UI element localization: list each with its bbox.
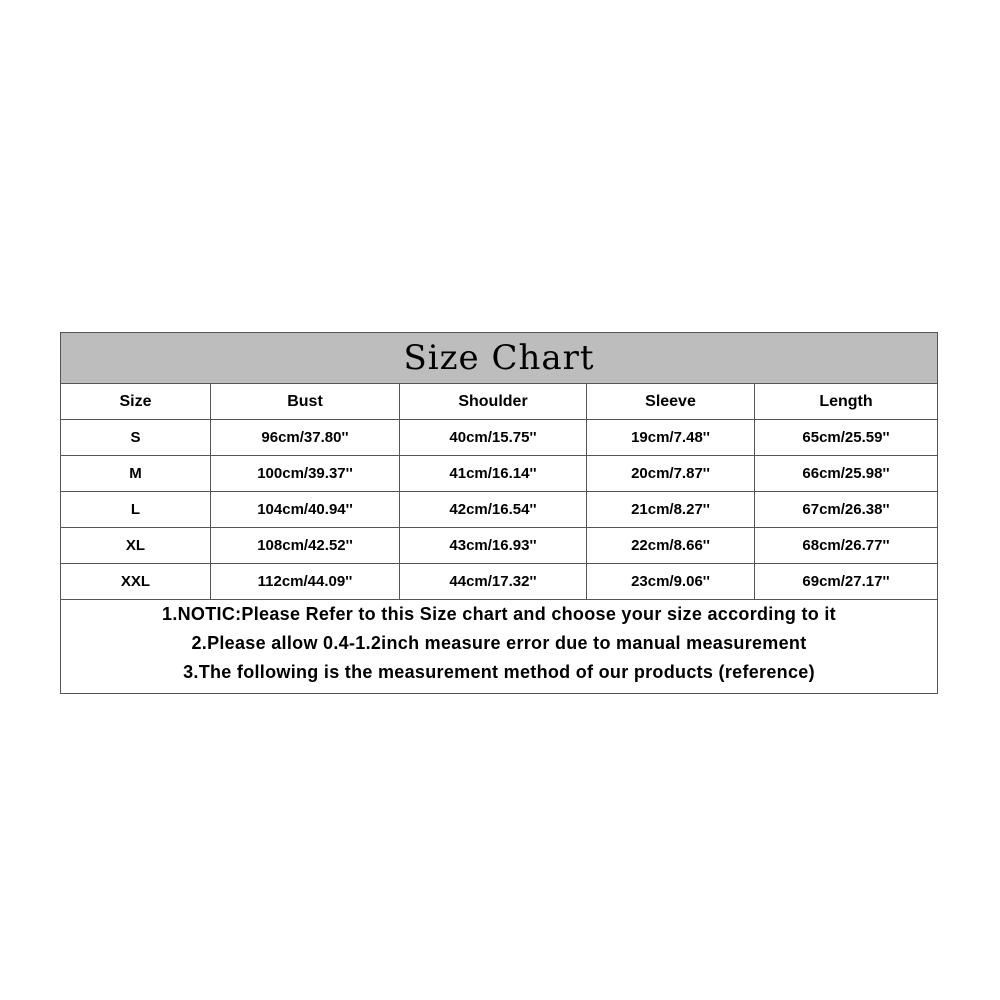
cell-bust: 96cm/37.80'' — [211, 420, 400, 456]
cell-length: 67cm/26.38'' — [755, 492, 938, 528]
cell-sleeve: 23cm/9.06'' — [587, 564, 755, 600]
table-row — [61, 528, 938, 564]
cell-shoulder: 41cm/16.14'' — [400, 456, 587, 492]
cell-shoulder: 43cm/16.93'' — [400, 528, 587, 564]
header-sleeve: Sleeve — [587, 384, 755, 420]
cell-shoulder: 40cm/15.75'' — [400, 420, 587, 456]
table-row — [61, 420, 938, 456]
size-chart-table — [60, 332, 938, 694]
cell-size: XL — [61, 528, 211, 564]
cell-length: 68cm/26.77'' — [755, 528, 938, 564]
notes — [61, 600, 938, 694]
note-3: 3.The following is the measurement method of our products (reference) — [183, 662, 815, 682]
note-1: 1.NOTIC:Please Refer to this Size chart and choose your size according to it — [162, 604, 836, 624]
title-row — [61, 333, 938, 384]
cell-length: 69cm/27.17'' — [755, 564, 938, 600]
header-shoulder: Shoulder — [400, 384, 587, 420]
table-row — [61, 564, 938, 600]
cell-size: L — [61, 492, 211, 528]
cell-length: 65cm/25.59'' — [755, 420, 938, 456]
table-row — [61, 492, 938, 528]
cell-sleeve: 20cm/7.87'' — [587, 456, 755, 492]
cell-length: 66cm/25.98'' — [755, 456, 938, 492]
cell-size: XXL — [61, 564, 211, 600]
note-2: 2.Please allow 0.4-1.2inch measure error due to manual measurement — [191, 633, 807, 653]
cell-size: S — [61, 420, 211, 456]
table-row — [61, 456, 938, 492]
cell-shoulder: 44cm/17.32'' — [400, 564, 587, 600]
notes-row — [61, 600, 938, 694]
cell-sleeve: 19cm/7.48'' — [587, 420, 755, 456]
size-chart — [60, 332, 937, 694]
header-row — [61, 384, 938, 420]
header-bust: Bust — [211, 384, 400, 420]
header-length: Length — [755, 384, 938, 420]
cell-bust: 108cm/42.52'' — [211, 528, 400, 564]
cell-sleeve: 22cm/8.66'' — [587, 528, 755, 564]
chart-title: Size Chart — [61, 333, 938, 384]
header-size: Size — [61, 384, 211, 420]
cell-bust: 104cm/40.94'' — [211, 492, 400, 528]
cell-bust: 100cm/39.37'' — [211, 456, 400, 492]
cell-shoulder: 42cm/16.54'' — [400, 492, 587, 528]
cell-sleeve: 21cm/8.27'' — [587, 492, 755, 528]
cell-bust: 112cm/44.09'' — [211, 564, 400, 600]
cell-size: M — [61, 456, 211, 492]
